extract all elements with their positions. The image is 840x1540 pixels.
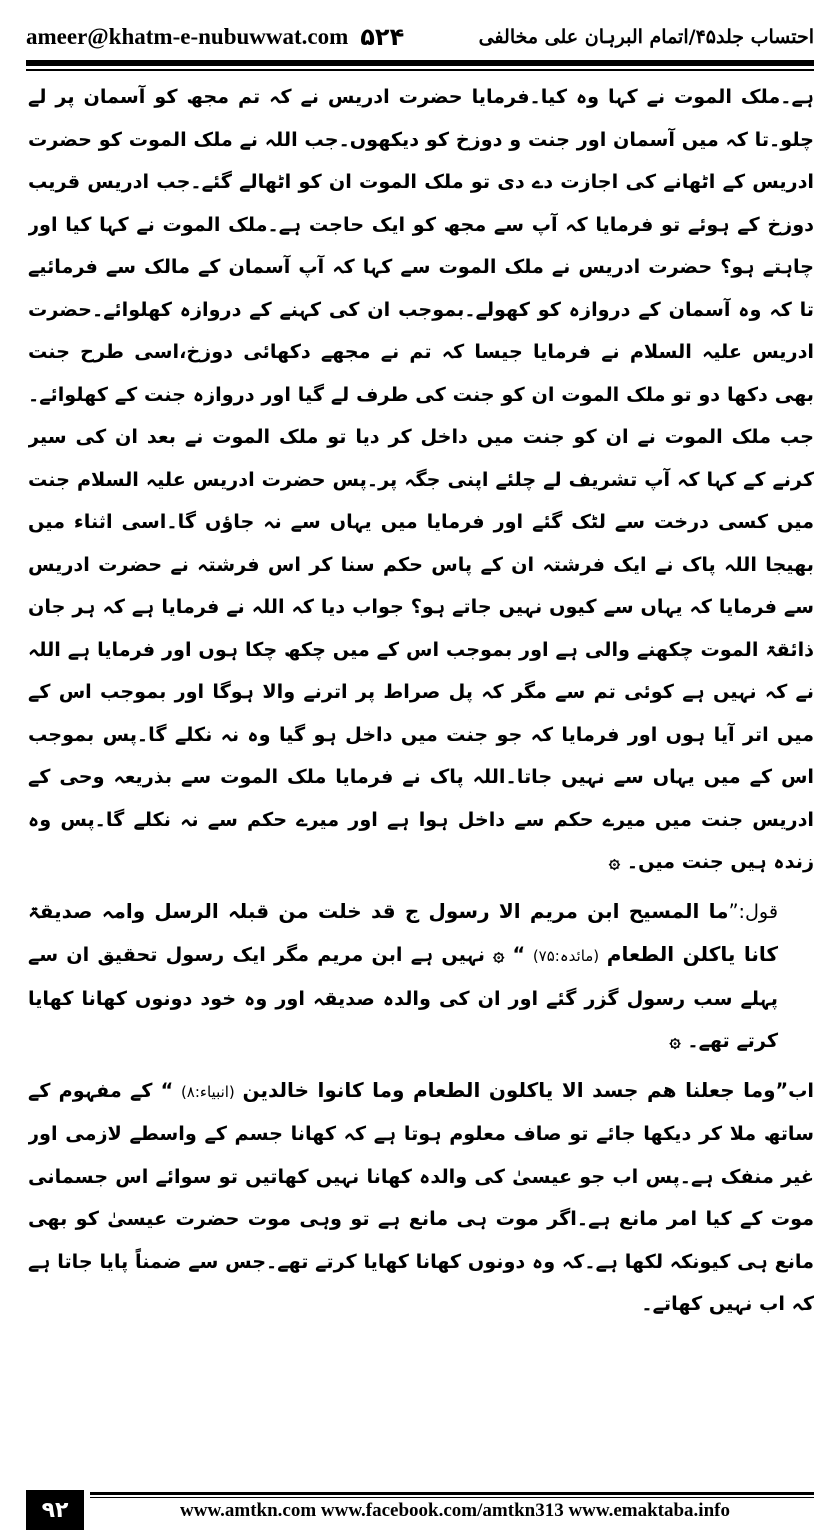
paragraph-2: [28, 890, 814, 1063]
footer-rule-thin: [90, 1497, 814, 1498]
footer-page-number: ۹۲: [26, 1490, 84, 1530]
page-header: [26, 16, 814, 58]
para3-lead: اب”: [775, 1078, 814, 1102]
header-left: [26, 23, 404, 51]
para3-arabic-verse: وما جعلنا ھم جسد الا یاکلون الطعام وما کانوا خالدین: [242, 1077, 776, 1102]
paragraph-3: [28, 1069, 814, 1326]
header-page-number: ۵۲۴: [360, 23, 405, 51]
paragraph-1: ہے۔ملک الموت نے کہا وہ کیا۔فرمایا حضرت ادریس نے کہ تم مجھ کو آسمان پر لے چلو۔تا کہ میں آسمان اور جنت و دوزخ کو دیکھوں۔جب اللہ نے ملک الموت کو حضرت ادریس کے اٹھانے کی اجازت دے دی تو ملک الموت ان کو اٹھالے گئے۔جب ادریس قریب دوزخ کے ہوئے تو فرمایا کہ آپ سے مجھ کو ایک حاجت ہے۔ملک الموت نے کہا کیا اور چاہتے ہو؟ حضرت ادریس نے ملک الموت سے کہا کہ آپ آسمان کے مالک سے فرمائیے تا کہ وہ آسمان کے دروازہ کو کھولے۔بموجب ان کی کہنے کے دروازہ کھلوائے۔حضرت ادریس علیہ السلام نے فرمایا جیسا کہ تم نے مجھے دکھائی دوزخ،اسی طرح جنت بھی دکھا دو تو ملک الموت ان کو جنت کی طرف لے گیا اور دروازہ جنت کے کھلوائے۔جب ملک الموت نے ان کو جنت میں داخل کر دیا تو ملک الموت نے بعد ان کی سیر کرنے کے کہا کہ آپ تشریف لے چلئے اپنی جگہ پر۔پس حضرت ادریس علیہ السلام جنت میں کسی درخت سے لٹک گئے اور فرمایا میں یہاں سے نہ جاؤں گا۔اسی اثناء میں بھیجا اللہ پاک نے ایک فرشتہ ان کے پاس حکم سنا کر اس فرشتہ نے حضرت ادریس سے فرمایا کہ یہاں سے کیوں نہیں جاتے ہو؟ جواب دیا کہ اللہ نے فرمایا ہے کہ ہر جان ذائقۃ الموت چکھنے والی ہے اور بموجب اس کے میں چکھ چکا ہوں اور فرمایا ہے اللہ نے کہ نہیں ہے کوئی تم سے مگر کہ پل صراط پر اترنے والا ہوگا اور بموجب اس کے میں اتر آیا ہوں اور فرمایا کہ جو جنت میں داخل ہو گیا وہ نہ نکلے گا۔پس بموجب اس کے میں یہاں سے نہیں جاتا۔اللہ پاک نے فرمایا ملک الموت سے بذریعہ وحی کے ادریس جنت میں میرے حکم سے داخل ہوا ہے اور میرے حکم سے نہ نکلے گا۔پس وہ زندہ ہیں جنت میں۔ ۞: [28, 85, 814, 873]
header-email: ameer@khatm-e-nubuwwat.com: [26, 24, 349, 49]
para3-reference: (انبیاء:۸): [180, 1082, 235, 1101]
para3-text: “ کے مفہوم کے ساتھ ملا کر دیکھا جائے تو صاف معلوم ہوتا ہے کہ کھانا جسم کے واسطے لازمی اور غیر منفک ہے۔پس اب جو عیسیٰ کی والدہ کھانا نہیں کھاتیں تو سوائے اس جسمانی موت کے کیا امر مانع ہے۔اگر موت ہی مانع ہے تو وہی موت حضرت عیسیٰ کو بھی مانع ہی کیونکہ لکھا ہے۔کہ وہ دونوں کھانا کھایا کرتے تھے۔جس سے ضمناً پایا جاتا ہے کہ اب نہیں کھاتے۔: [28, 1078, 814, 1315]
para2-translation: “ ۞ نہیں ہے ابن مریم مگر ایک رسول تحقیق ان سے پہلے سب رسول گزر گئے اور ان کی والدہ صدیقہ اور وہ خود دونوں کھانا کھایا کرتے تھے۔ ۞: [28, 943, 778, 1052]
footer-links: www.amtkn.com www.facebook.com/amtkn313 www.emaktaba.info: [180, 1500, 730, 1521]
header-rule-thin: [26, 69, 814, 71]
para2-arabic-verse: ما المسیح ابن مریم الا رسول ج قد خلت من قبلہ الرسل وامہ صدیقۃ کانا یاکلن الطعام: [28, 898, 779, 966]
header-book-title: احتساب جلد۴۵/اتمام البرہان علی مخالفی: [478, 26, 814, 48]
para2-reference: (مائدہ:۷۵): [532, 947, 600, 965]
page-footer: [26, 1490, 814, 1530]
header-rule-thick: [26, 60, 814, 66]
footer-rule-thick: [90, 1492, 814, 1495]
para2-lead: قول:”: [728, 899, 778, 923]
page-body: [28, 76, 814, 1486]
